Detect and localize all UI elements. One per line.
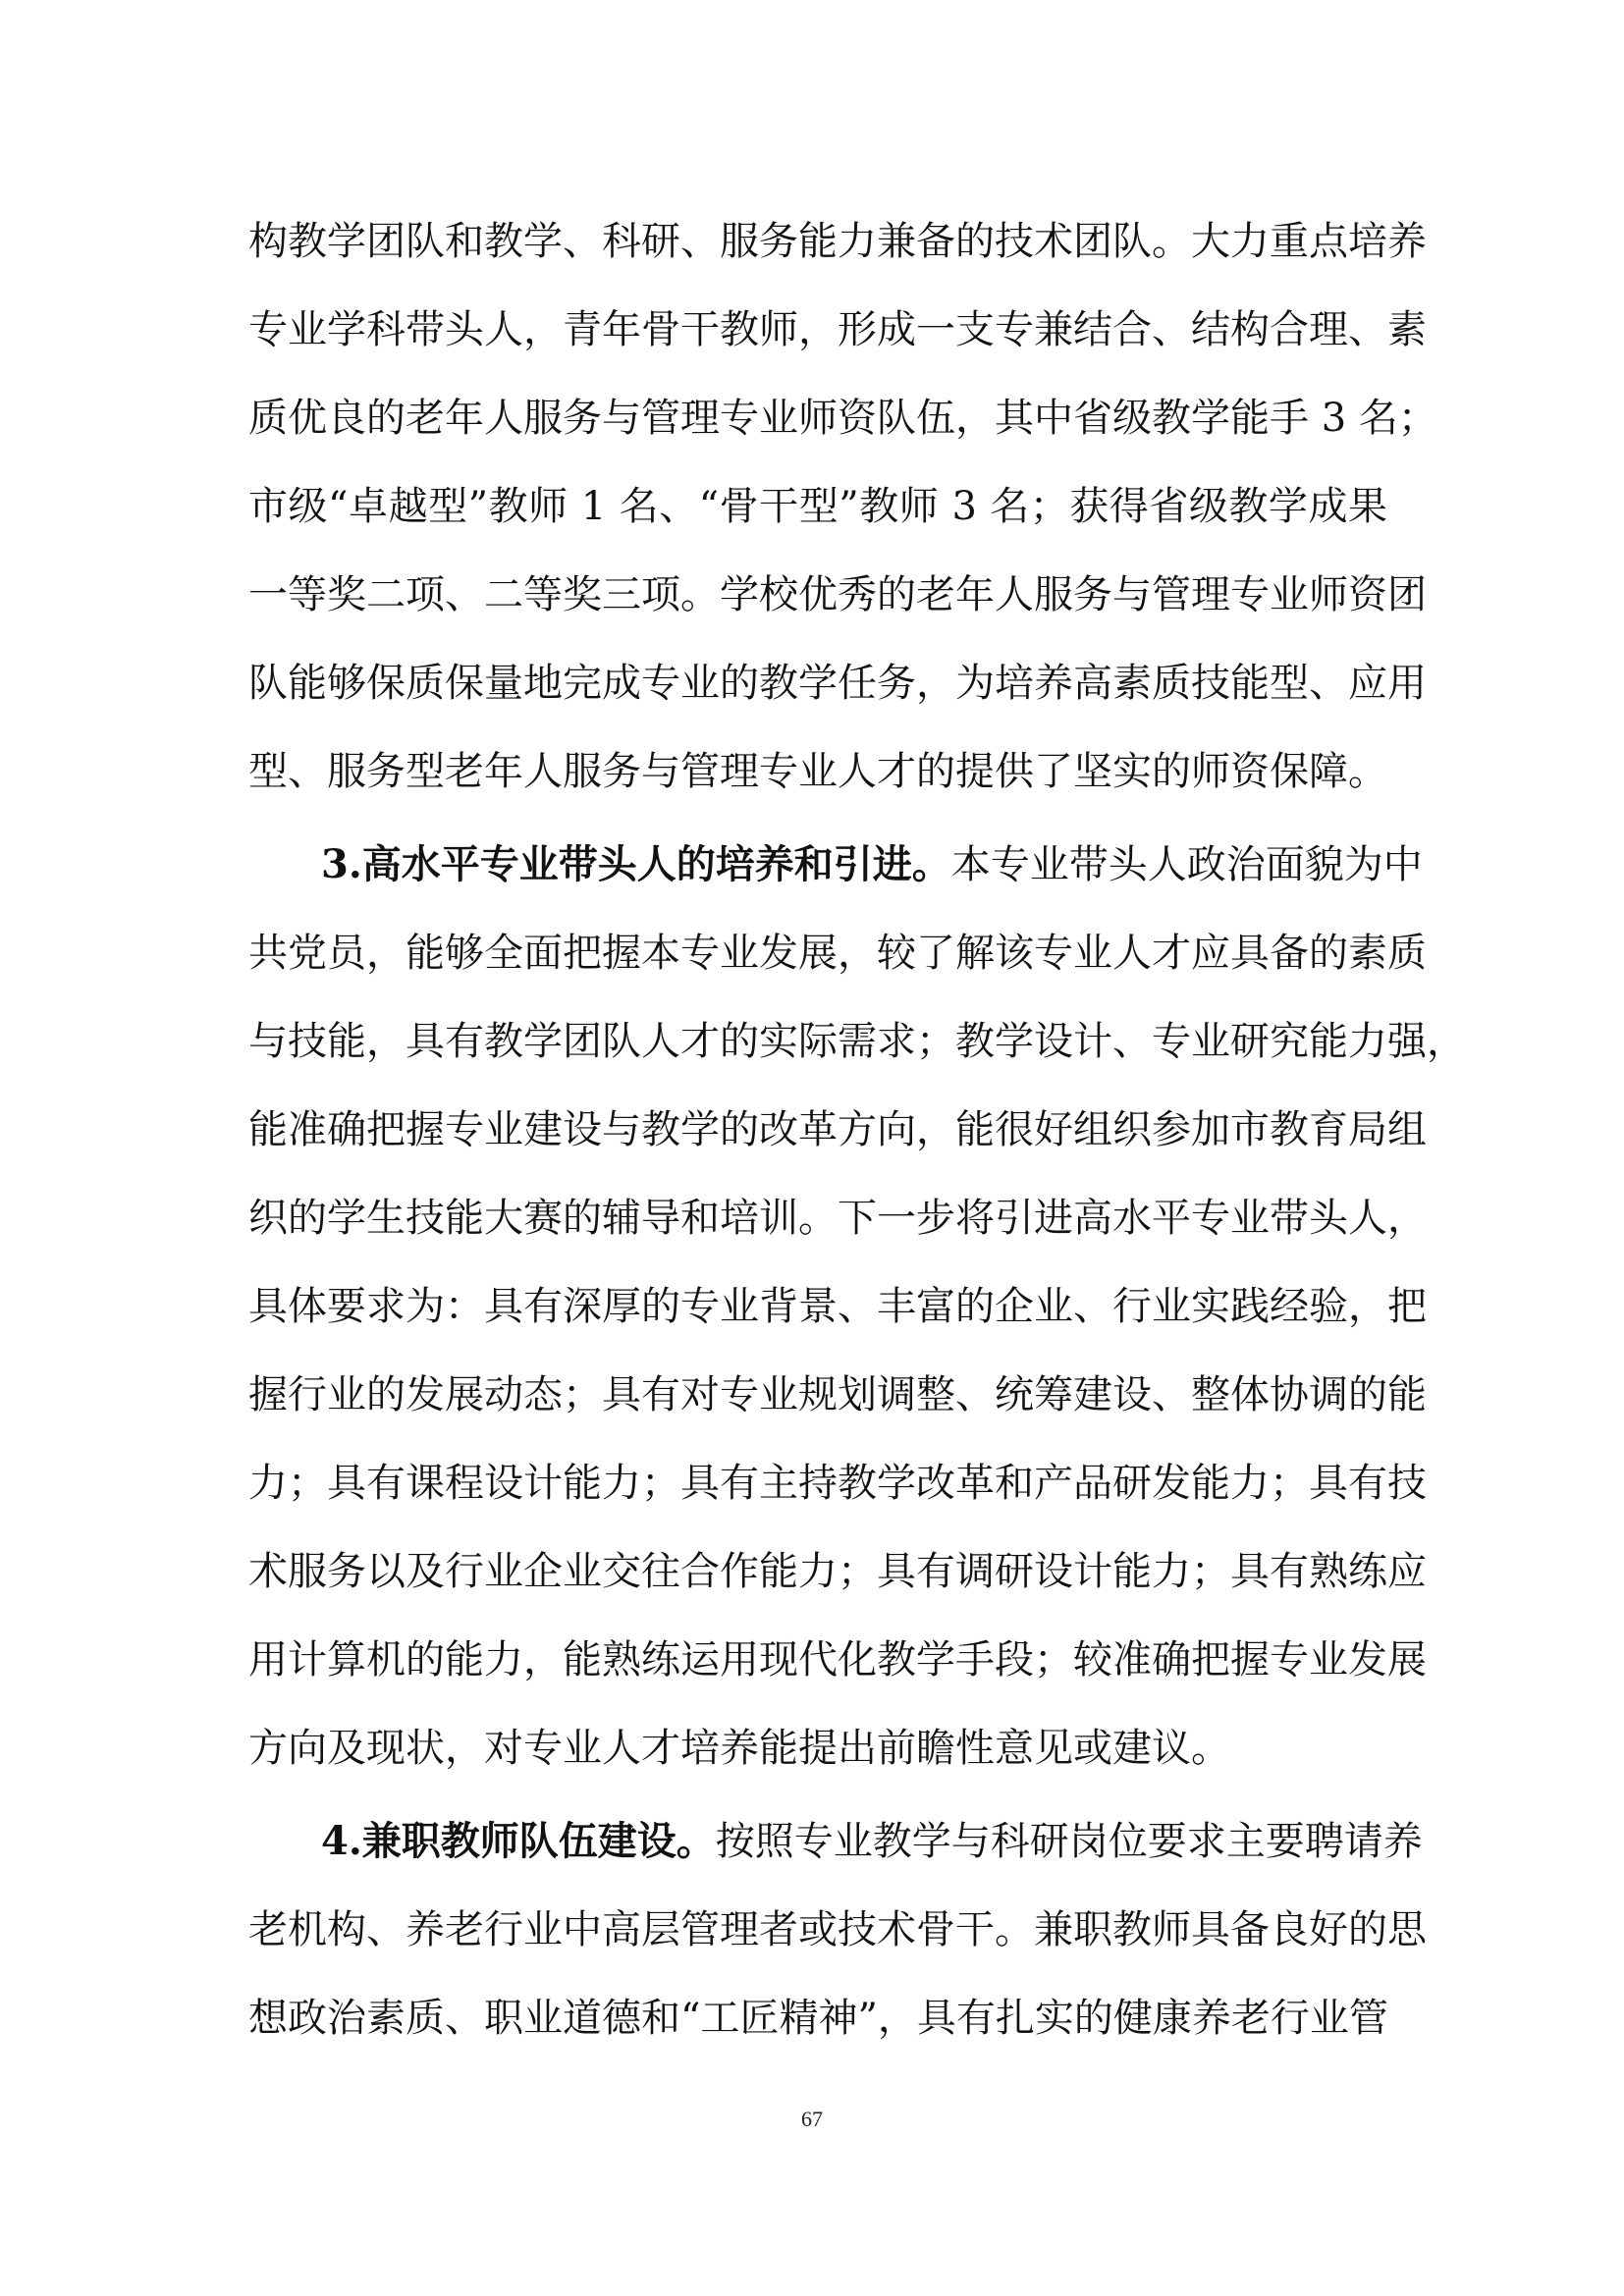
paragraph-line: 力；具有课程设计能力；具有主持教学改革和产品研发能力；具有技	[248, 1461, 1427, 1506]
section-3-first-line	[321, 830, 1423, 899]
paragraph-line: 握行业的发展动态；具有对专业规划调整、统筹建设、整体协调的能	[248, 1372, 1427, 1417]
paragraph-line: 方向及现状，对专业人才培养能提出前瞻性意见或建议。	[248, 1726, 1230, 1771]
paragraph-line: 织的学生技能大赛的辅导和培训。下一步将引进高水平专业带头人，	[248, 1196, 1427, 1241]
paragraph-line: 专业学科带头人，青年骨干教师，形成一支专兼结合、结构合理、素	[248, 307, 1427, 352]
paragraph-line: 与技能，具有教学团队人才的实际需求；教学设计、专业研究能力强，	[248, 1019, 1466, 1064]
paragraph-line: 共党员，能够全面把握本专业发展，较了解该专业人才应具备的素质	[248, 931, 1427, 976]
paragraph-line: 型、服务型老年人服务与管理专业人才的提供了坚实的师资保障。	[248, 749, 1387, 794]
paragraph-line: 具体要求为：具有深厚的专业背景、丰富的企业、行业实践经验，把	[248, 1284, 1427, 1329]
section-3-first-line-text: 本专业带头人政治面貌为中	[950, 842, 1423, 887]
paragraph-line: 队能够保质保量地完成专业的教学任务，为培养高素质技能型、应用	[248, 661, 1427, 706]
page-number: 67	[801, 2107, 823, 2131]
section-4-first-line-text: 按照专业教学与科研岗位要求主要聘请养	[715, 1819, 1423, 1864]
paragraph-line: 一等奖二项、二等奖三项。学校优秀的老年人服务与管理专业师资团	[248, 572, 1427, 617]
paragraph-line: 质优良的老年人服务与管理专业师资队伍，其中省级教学能手 3 名；	[248, 396, 1437, 441]
paragraph-line: 用计算机的能力，能熟练运用现代化教学手段；较准确把握专业发展	[248, 1637, 1427, 1682]
section-3-heading: 3.高水平专业带头人的培养和引进。	[321, 841, 951, 887]
paragraph-line: 想政治素质、职业道德和“工匠精神”，具有扎实的健康养老行业管	[248, 1996, 1388, 2041]
paragraph-line: 能准确把握专业建设与教学的改革方向，能很好组织参加市教育局组	[248, 1107, 1427, 1152]
section-4-first-line	[321, 1807, 1423, 1876]
paragraph-line: 市级“卓越型”教师 1 名、“骨干型”教师 3 名；获得省级教学成果	[248, 484, 1387, 529]
paragraph-line: 老机构、养老行业中高层管理者或技术骨干。兼职教师具备良好的思	[248, 1907, 1427, 1952]
paragraph-line: 构教学团队和教学、科研、服务能力兼备的技术团队。大力重点培养	[248, 219, 1427, 264]
section-4-heading: 4.兼职教师队伍建设。	[321, 1818, 716, 1864]
paragraph-line: 术服务以及行业企业交往合作能力；具有调研设计能力；具有熟练应	[248, 1549, 1427, 1594]
